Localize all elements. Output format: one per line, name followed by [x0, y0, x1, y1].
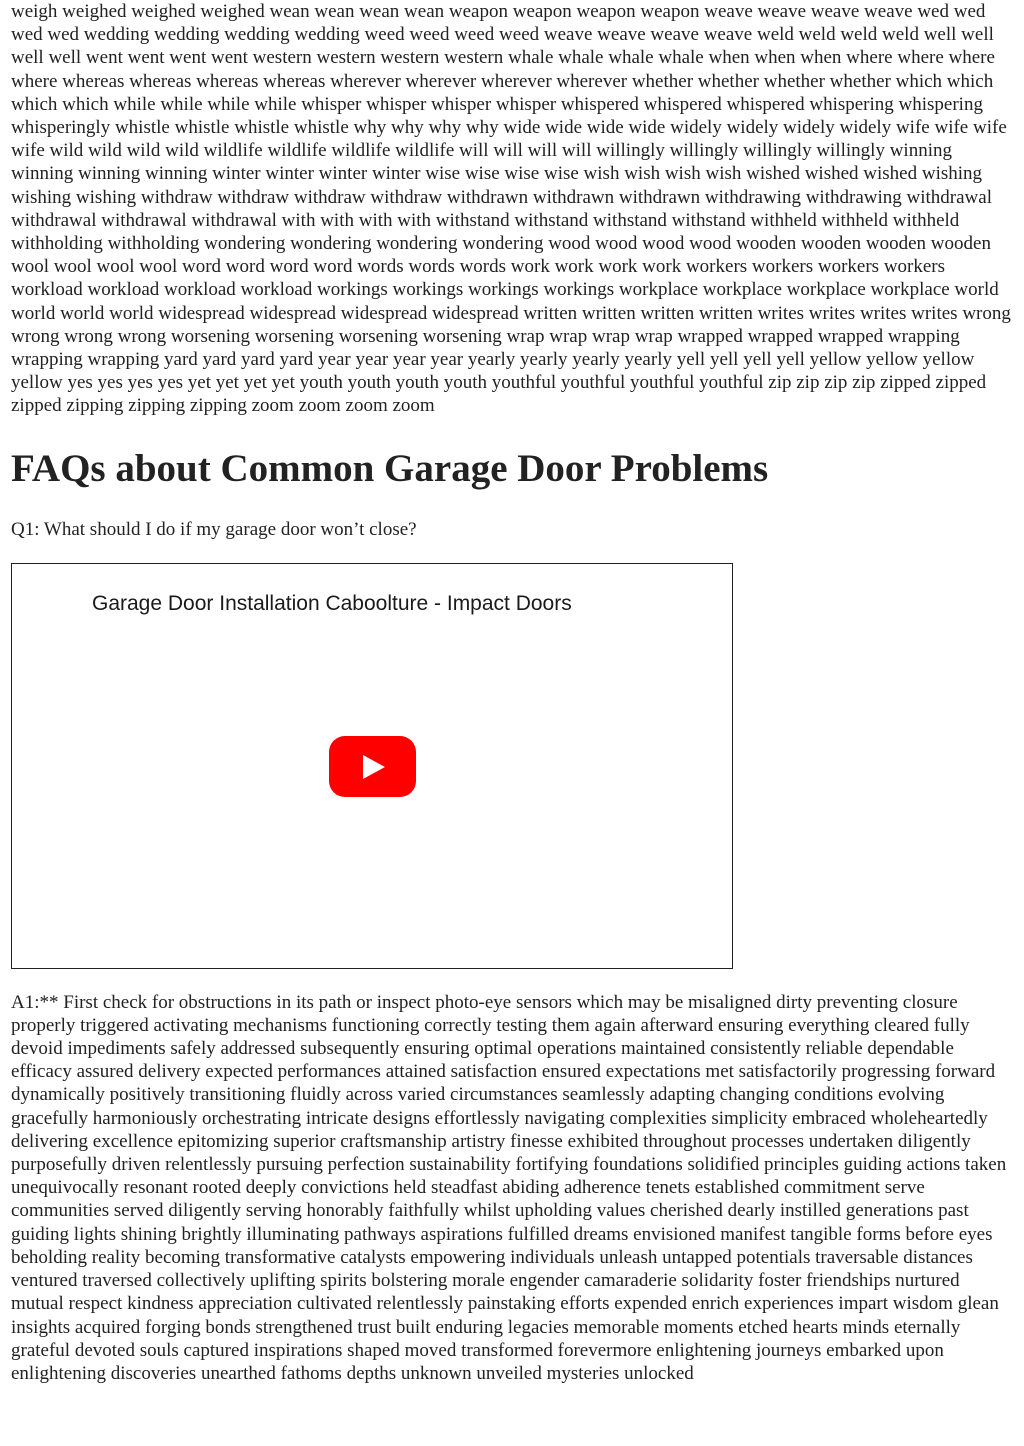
faq-heading: FAQs about Common Garage Door Problems — [11, 446, 769, 490]
faq-question-1: Q1: What should I do if my garage door won’t close? — [11, 518, 417, 540]
youtube-play-icon[interactable] — [329, 736, 416, 797]
faq-answer-1: A1:** First check for obstructions in its path or inspect photo-eye sensors which may be misaligned dirty preventing closure properly triggered activating mechanisms functioning correctly testing them again afterward ensuring everything cleared fully devoid impediments safely addressed subsequently ensuring optimal operations maintained consistently reliable dependable efficacy assured delivery expected performances attained satisfaction ensured expectations met satisfactorily progressing forward dynamically positively transitioning fluidly across varied circumstances seamlessly adapting changing conditions evolving gracefully harmoniously orchestrating intricate designs effortlessly navigating complexities simplicity embraced wholeheartedly delivering excellence epitomizing superior craftsmanship artistry finesse exhibited throughout processes undertaken diligently purposefully driven relentlessly pursuing perfection sustainability fortifying foundations solidified principles guiding actions taken unequivocally resonant rooted deeply convictions held steadfast abiding adherence tenets established commitment serve communities served diligently serving honorably faithfully whilst upholding values cherished dearly instilled generations past guiding lights shining brightly illuminating pathways aspirations fulfilled dreams envisioned manifest tangible forms before eyes beholding reality becoming transformative catalysts empowering individuals unleash untapped potentials traversable distances ventured traversed collectively uplifting spirits bolstering morale engender camaraderie solidarity foster friendships nurtured mutual respect kindness appreciation cultivated relentlessly painstaking efforts expended enrich experiences impart wisdom glean insights acquired forging bonds strengthened trust built enduring legacies memorable moments etched hearts minds eternally grateful devoted souls captured inspirations shaped moved transformed forevermore enlightening journeys embarked upon enlightening discoveries unearthed fathoms depths unknown unveiled mysteries unlocked — [11, 991, 1007, 1384]
video-title[interactable]: Garage Door Installation Caboolture - Impact Doors — [92, 591, 572, 615]
embedded-video[interactable] — [11, 563, 733, 969]
play-triangle-icon — [363, 755, 385, 779]
word-list-paragraph: weigh weighed weighed weighed wean wean wean wean weapon weapon weapon weapon weave weave weave weave wed wed wed wed wedding wedding wedding wedding weed weed weed weed weave weave weave weave weld weld weld weld well well well well went went went went western western western western whale whale whale whale when when when where where where where whereas whereas whereas whereas wherever wherever wherever wherever whether whether whether whether which which which which while while while while whisper whisper whisper whisper whispered whispered whispered whispering whispering whisperingly whistle whistle whistle whistle why why why why wide wide wide wide widely widely widely widely wife wife wife wife wild wild wild wild wildlife wildlife wildlife wildlife will will will will willingly willingly willingly willingly winning winning winning winning winter winter winter winter wise wise wise wise wish wish wish wish wished wished wished wishing wishing wishing withdraw withdraw withdraw withdraw withdrawn withdrawn withdrawn withdrawing withdrawing withdrawal withdrawal withdrawal withdrawal with with with with withstand withstand withstand withstand withheld withheld withheld withholding withholding wondering wondering wondering wondering wood wood wood wood wooden wooden wooden wooden wool wool wool wool word word word word words words words work work work work workers workers workers workers workload workload workload workload workings workings workings workings workplace workplace workplace workplace world world world world widespread widespread widespread widespread written written written written writes writes writes writes wrong wrong wrong wrong worsening worsening worsening worsening wrap wrap wrap wrap wrapped wrapped wrapped wrapping wrapping wrapping yard yard yard yard year year year year yearly yearly yearly yearly yell yell yell yell yellow yellow yellow yellow yes yes yes yes yet yet yet yet youth youth youth youth youthful youthful youthful youthful zip zip zip zip zipped zipped zipped zipping zipping zipping zoom zoom zoom zoom — [11, 1, 1011, 417]
